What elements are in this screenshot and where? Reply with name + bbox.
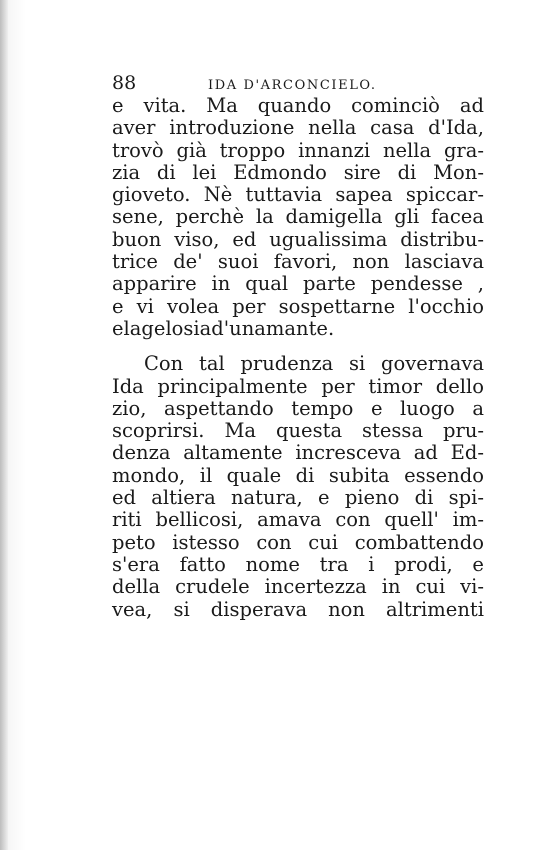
text-block bbox=[112, 71, 484, 621]
word: aver bbox=[112, 116, 156, 140]
word: gra- bbox=[443, 138, 484, 162]
word: apparire bbox=[112, 272, 197, 296]
word: di bbox=[156, 160, 176, 184]
word: zia bbox=[112, 160, 141, 184]
word: denza bbox=[112, 441, 171, 465]
word: e bbox=[318, 486, 330, 510]
text-line bbox=[112, 465, 484, 487]
text-line bbox=[112, 162, 484, 184]
word: ed bbox=[232, 227, 257, 251]
word: amante. bbox=[254, 316, 335, 340]
word: pieno bbox=[344, 486, 400, 510]
word: d'Ida, bbox=[428, 116, 484, 140]
word: il bbox=[199, 463, 213, 487]
word: suoi bbox=[217, 250, 259, 274]
word: questa bbox=[276, 419, 343, 443]
word: quando bbox=[257, 94, 332, 117]
word: subita bbox=[328, 463, 390, 487]
word: governava bbox=[381, 352, 484, 376]
word: ad bbox=[459, 94, 484, 117]
word: fatto bbox=[179, 552, 226, 576]
text-line bbox=[112, 487, 484, 509]
word: luogo bbox=[400, 396, 455, 420]
word: innanzi bbox=[298, 138, 371, 162]
page-number: 88 bbox=[112, 72, 137, 94]
word: istesso bbox=[172, 530, 240, 554]
word: amava bbox=[257, 508, 322, 532]
word: zio, bbox=[112, 396, 147, 420]
word: mondo, bbox=[112, 463, 186, 487]
word: l'occhio bbox=[408, 294, 484, 318]
word: Nè bbox=[203, 183, 233, 207]
word: e bbox=[112, 94, 124, 117]
text-line bbox=[112, 251, 484, 273]
word: sapea bbox=[335, 183, 393, 207]
word: tra bbox=[319, 552, 349, 576]
text-line bbox=[112, 576, 484, 598]
word: pendesse bbox=[370, 272, 463, 296]
word: nella bbox=[308, 116, 357, 140]
word: per bbox=[232, 294, 266, 318]
word: d'un bbox=[211, 316, 255, 340]
word: sospettarne bbox=[278, 294, 396, 318]
text-line bbox=[112, 420, 484, 442]
word: Mon- bbox=[433, 160, 484, 184]
word: cui bbox=[308, 530, 338, 554]
word: con bbox=[256, 530, 292, 554]
text-line bbox=[112, 532, 484, 554]
word: di bbox=[397, 160, 417, 184]
text-line bbox=[112, 206, 484, 228]
word: volea bbox=[166, 294, 220, 318]
word: qual bbox=[245, 272, 289, 296]
text-line bbox=[112, 599, 484, 621]
word: per bbox=[321, 374, 355, 398]
word: pru- bbox=[443, 419, 484, 443]
word: si bbox=[349, 352, 366, 376]
word: gli bbox=[394, 205, 420, 229]
word: tal bbox=[198, 352, 225, 376]
word: Con bbox=[144, 352, 184, 376]
word: Ma bbox=[206, 94, 238, 117]
word: gelosia bbox=[141, 316, 212, 340]
word: favori, bbox=[273, 250, 338, 274]
word: viso, bbox=[174, 227, 220, 251]
text-line bbox=[112, 509, 484, 531]
binding-shadow bbox=[0, 0, 8, 850]
word: peto bbox=[112, 530, 156, 554]
word: trovò bbox=[112, 138, 164, 162]
word: ed bbox=[112, 486, 137, 510]
word: stessa bbox=[362, 419, 424, 443]
text-line bbox=[112, 353, 484, 375]
word: spiccar- bbox=[405, 183, 484, 207]
word: gioveto. bbox=[112, 183, 191, 207]
word: vi bbox=[136, 294, 154, 318]
word: i bbox=[368, 552, 375, 576]
word: già bbox=[176, 138, 207, 162]
word: si bbox=[173, 597, 190, 621]
word: Ed- bbox=[450, 441, 484, 465]
word: vea, bbox=[112, 597, 153, 621]
word: della bbox=[112, 575, 161, 599]
word: tuttavia bbox=[245, 183, 323, 207]
paragraph-2 bbox=[112, 353, 484, 621]
running-head bbox=[112, 71, 484, 95]
word: sire bbox=[343, 160, 381, 184]
word: sene, bbox=[112, 205, 164, 229]
word: e bbox=[112, 294, 124, 318]
word: riti bbox=[112, 508, 142, 532]
word: e bbox=[112, 316, 124, 340]
word: casa bbox=[370, 116, 415, 140]
word: altiera bbox=[151, 486, 216, 510]
word: perchè bbox=[175, 205, 245, 229]
text-line bbox=[112, 376, 484, 398]
word: introduzione bbox=[169, 116, 295, 140]
word: ad bbox=[413, 441, 438, 465]
word: tempo bbox=[291, 396, 354, 420]
word: scoprirsi. bbox=[112, 419, 205, 443]
word: la bbox=[255, 205, 274, 229]
word: lasciava bbox=[404, 250, 484, 274]
text-line bbox=[112, 398, 484, 420]
word: di bbox=[414, 486, 434, 510]
text-line bbox=[112, 296, 484, 318]
running-title: IDA D'ARCONCIELO. bbox=[208, 78, 377, 93]
text-line bbox=[112, 273, 484, 295]
word: e bbox=[472, 552, 484, 576]
word: nome bbox=[245, 552, 300, 576]
word: natura, bbox=[231, 486, 303, 510]
word: , bbox=[477, 272, 484, 296]
word: facea bbox=[431, 205, 484, 229]
word: increscevа bbox=[295, 441, 402, 465]
text-line bbox=[112, 184, 484, 206]
word: aspettando bbox=[164, 396, 274, 420]
word: troppo bbox=[219, 138, 286, 162]
word: non bbox=[328, 597, 365, 621]
word: Ma bbox=[224, 419, 257, 443]
word: incertezza bbox=[264, 575, 367, 599]
word: spi- bbox=[448, 486, 484, 510]
word: Edmondo bbox=[233, 160, 327, 184]
word: damigella bbox=[285, 205, 383, 229]
word: crudele bbox=[175, 575, 250, 599]
word: parte bbox=[303, 272, 356, 296]
word: prodi, bbox=[394, 552, 453, 576]
word: e bbox=[370, 396, 383, 420]
word: altrimenti bbox=[386, 597, 484, 621]
word: cui bbox=[415, 575, 446, 599]
text-line bbox=[112, 140, 484, 162]
text-line bbox=[112, 318, 484, 340]
word: nella bbox=[382, 138, 432, 162]
word: con bbox=[335, 508, 371, 532]
word: cominciò bbox=[351, 94, 440, 117]
word: im- bbox=[452, 508, 484, 532]
word: quale bbox=[226, 463, 282, 487]
text-line bbox=[112, 442, 484, 464]
word: vi- bbox=[460, 575, 484, 599]
word: in bbox=[211, 272, 231, 296]
word: a bbox=[472, 396, 484, 420]
word: altamente bbox=[183, 441, 283, 465]
text-line bbox=[112, 117, 484, 139]
word: in bbox=[381, 575, 401, 599]
word: lei bbox=[192, 160, 217, 184]
word: quell' bbox=[384, 508, 439, 532]
word: la bbox=[123, 316, 142, 340]
word: de' bbox=[173, 250, 203, 274]
word: non bbox=[352, 250, 390, 274]
word: ugualissima bbox=[269, 227, 388, 251]
text-line bbox=[112, 95, 484, 117]
word: disperava bbox=[210, 597, 308, 621]
word: prudenza bbox=[240, 352, 334, 376]
word: essendo bbox=[404, 463, 484, 487]
word: trice bbox=[112, 250, 158, 274]
word: principalmente bbox=[157, 374, 308, 398]
word: s'era bbox=[112, 552, 160, 576]
word: timor bbox=[368, 374, 423, 398]
word: bellicosi, bbox=[155, 508, 244, 532]
text-line bbox=[112, 554, 484, 576]
word: dello bbox=[435, 374, 484, 398]
text-line bbox=[112, 229, 484, 251]
word: Ida bbox=[112, 374, 144, 398]
word: buon bbox=[112, 227, 162, 251]
word: combattendo bbox=[354, 530, 484, 554]
word: vita. bbox=[143, 94, 187, 117]
paragraph-1 bbox=[112, 95, 484, 340]
word: di bbox=[295, 463, 315, 487]
word: distribu- bbox=[400, 227, 484, 251]
